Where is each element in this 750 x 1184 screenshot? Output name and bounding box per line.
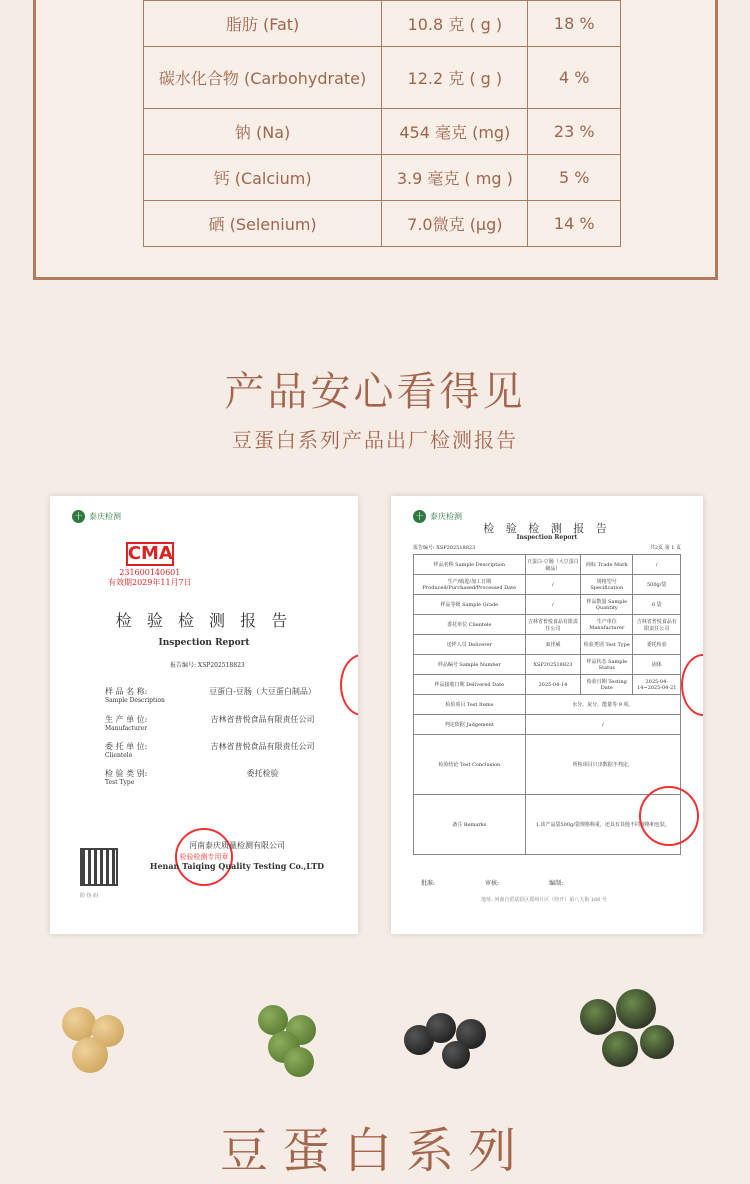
nutrient-amount: 12.2 克 ( g ) <box>382 47 528 109</box>
field-value: 豆蛋白-豆肠（大豆蛋白制品） <box>209 687 316 696</box>
report-number: 报告编号: XSP202518823 <box>170 662 245 669</box>
table-row <box>414 675 681 695</box>
table-row <box>414 655 681 675</box>
company-name: 河南泰庆质量检测有限公司 <box>189 841 285 850</box>
cell: 判定依据 Judgement <box>414 715 526 735</box>
cell: 6 袋 <box>633 595 681 615</box>
lab-logo-text: 泰庆检测 <box>89 512 121 521</box>
edit-label: 编制: <box>549 880 564 887</box>
nutrient-name: 脂肪 (Fat) <box>144 1 382 47</box>
cell: / <box>525 575 581 595</box>
cell: / <box>525 715 680 735</box>
page-indicator: 共2页 第 1 页 <box>649 545 681 551</box>
field-label-en: Manufacturer <box>105 725 148 732</box>
cell: / <box>633 555 681 575</box>
official-stamp: 检验检测专用章 <box>175 828 233 886</box>
address-footer: 地址: 河南自贸试验区郑州片区（经开）第八大街 166 号 <box>481 897 607 903</box>
cell: 所检项目只出数据不判定。 <box>525 735 680 795</box>
field-clientele <box>105 741 335 759</box>
cell: 样品等级 Sample Grade <box>414 595 526 615</box>
table-row <box>414 615 681 635</box>
cell: 栾佳威 <box>525 635 581 655</box>
cell: 吉林省普悦食品有限责任公司 <box>633 615 681 635</box>
table-row <box>414 555 681 575</box>
inspection-report-cover[interactable] <box>50 496 358 934</box>
cell: 生产/购进/加工日期 Produced/Purchased/Processed Date <box>414 575 526 595</box>
lab-logo-text: 泰庆检测 <box>430 512 462 521</box>
table-row <box>144 155 621 201</box>
report-title: 检 验 检 测 报 告 <box>115 611 293 630</box>
lab-logo <box>72 510 121 523</box>
cell: 2025-04-14 <box>525 675 581 695</box>
seal-stamp-edge <box>681 654 703 716</box>
report-number: 报告编号: XSP202518823 <box>413 545 476 551</box>
official-stamp <box>639 786 699 846</box>
table-row <box>414 635 681 655</box>
nutrient-amount: 3.9 毫克 ( mg ) <box>382 155 528 201</box>
section-title: 产品安心看得见 <box>224 369 526 415</box>
black-bean-icon <box>442 1041 470 1069</box>
field-label: 样 品 名 称: <box>105 687 148 696</box>
table-row <box>144 47 621 109</box>
table-row <box>414 715 681 735</box>
section-subtitle: 豆蛋白系列产品出厂检测报告 <box>232 428 518 452</box>
nutrient-name: 钠 (Na) <box>144 109 382 155</box>
field-label: 检 验 类 别: <box>105 769 148 778</box>
nutrient-nrv: 23 % <box>528 109 621 155</box>
bean-illustrations <box>0 985 750 1095</box>
yellow-soybean-icon <box>72 1037 108 1073</box>
field-value: 委托检验 <box>246 769 279 778</box>
cell: 商标 Trade Mark <box>581 555 633 575</box>
cell: 委托检验 <box>633 635 681 655</box>
company-block <box>142 840 332 871</box>
nutrient-name: 碳水化合物 (Carbohydrate) <box>144 47 382 109</box>
field-value: 吉林省普悦食品有限责任公司 <box>210 742 315 751</box>
cma-validity: 有效期2029年11月7日 <box>108 578 192 587</box>
black-green-bean-icon <box>640 1025 674 1059</box>
nutrition-table <box>143 0 621 247</box>
cell: 吉林省普悦食品有限责任公司 <box>525 615 581 635</box>
cell: / <box>525 595 581 615</box>
series-title: 豆蛋白系列 <box>219 1123 530 1179</box>
cell: 规格型号 Specification <box>581 575 633 595</box>
black-bean-icon <box>426 1013 456 1043</box>
qr-code <box>80 848 118 886</box>
field-label: 生 产 单 位: <box>105 715 148 724</box>
cell: 检验项目 Test Items <box>414 695 526 715</box>
report-title: 检 验 检 测 报 告 <box>483 522 611 535</box>
nutrient-nrv: 5 % <box>528 155 621 201</box>
cell: 检验结论 Test Conclusion <box>414 735 526 795</box>
table-row <box>414 595 681 615</box>
nutrient-amount: 10.8 克 ( g ) <box>382 1 528 47</box>
cell: 检验类别 Test Type <box>581 635 633 655</box>
report-title-en: Inspection Report <box>158 638 250 648</box>
nutrient-amount: 7.0微克 (μg) <box>382 201 528 247</box>
table-row <box>144 1 621 47</box>
table-row <box>144 109 621 155</box>
nutrient-nrv: 18 % <box>528 1 621 47</box>
cell: 委托单位 Clientele <box>414 615 526 635</box>
cell: XSP202518823 <box>525 655 581 675</box>
cell: 检验日期 Testing Date <box>581 675 633 695</box>
cell: 样品状态 Sample Status <box>581 655 633 675</box>
field-sample <box>105 686 335 704</box>
black-green-bean-icon <box>580 999 616 1035</box>
cell: 2025-04-14~2025-04-21 <box>633 675 681 695</box>
cma-number: 231600140601 <box>119 568 181 577</box>
signature-row <box>421 878 563 887</box>
cell: 送样人员 Deliverer <box>414 635 526 655</box>
cell: 生产单位 Manufacturer <box>581 615 633 635</box>
seal-stamp-edge <box>340 654 358 716</box>
cell: 样品编号 Sample Number <box>414 655 526 675</box>
inspection-report-page[interactable] <box>391 496 703 934</box>
field-test-type <box>105 768 335 786</box>
cma-mark <box>108 542 192 588</box>
field-value: 吉林省普悦食品有限责任公司 <box>210 715 315 724</box>
yellow-soybean-icon <box>62 1007 96 1041</box>
field-manufacturer <box>105 714 335 732</box>
black-green-bean-icon <box>602 1031 638 1067</box>
cell: 样品名称 Sample Description <box>414 555 526 575</box>
report-meta <box>413 544 681 551</box>
cell: 豆蛋白-豆肠（大豆蛋白制品） <box>525 555 581 575</box>
cell: 500g/袋 <box>633 575 681 595</box>
table-row <box>414 695 681 715</box>
field-label-en: Test Type <box>105 779 135 786</box>
table-row <box>144 201 621 247</box>
field-label-en: Clientele <box>105 752 133 759</box>
lab-logo-icon: 十 <box>72 510 85 523</box>
cma-logo-icon: CMA <box>127 543 173 564</box>
report-title-en: Inspection Report <box>516 534 578 541</box>
cell: 备注 Remarks <box>414 795 526 855</box>
green-bean-icon <box>284 1047 314 1077</box>
field-label: 委 托 单 位: <box>105 742 148 751</box>
cell: 固体 <box>633 655 681 675</box>
cell: 样品接收日期 Delivered Date <box>414 675 526 695</box>
table-row <box>414 575 681 595</box>
nutrient-name: 钙 (Calcium) <box>144 155 382 201</box>
black-green-bean-icon <box>616 989 656 1029</box>
anti-fake-label: 防 伪 码 <box>80 893 99 899</box>
field-label-en: Sample Description <box>105 697 165 704</box>
cell: 样品数量 Sample Quantity <box>581 595 633 615</box>
company-name-en: Henan Taiqing Quality Testing Co.,LTD <box>149 861 325 871</box>
approve-label: 批准: <box>421 880 436 887</box>
cell: 水分、灰分、能量等 9 项。 <box>525 695 680 715</box>
nutrient-amount: 454 毫克 (mg) <box>382 109 528 155</box>
cell: 1.该产品袋500g/袋规格称重，还具有其他不同规格和包装。 <box>525 795 680 855</box>
nutrient-name: 硒 (Selenium) <box>144 201 382 247</box>
nutrient-nrv: 14 % <box>528 201 621 247</box>
lab-logo-icon: 十 <box>413 510 426 523</box>
nutrient-nrv: 4 % <box>528 47 621 109</box>
table-row <box>414 735 681 795</box>
review-label: 审核: <box>485 880 500 887</box>
